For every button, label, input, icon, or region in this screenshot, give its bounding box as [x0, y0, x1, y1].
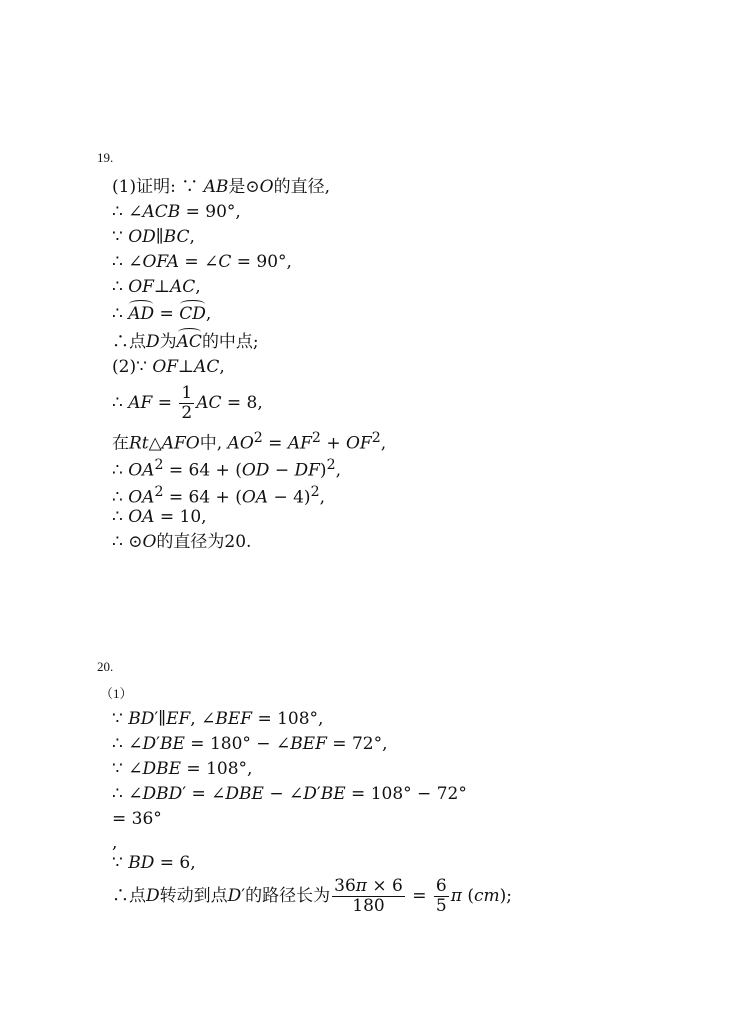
- q20-line-5: = 36°: [112, 809, 162, 829]
- q19-line-2: ∴ ∠ACB = 90°,: [112, 202, 241, 222]
- q20-line-1: ∵ BD′∥EF, ∠BEF = 108°,: [112, 709, 324, 729]
- q20-line-2: ∴ ∠D′BE = 180° − ∠BEF = 72°,: [112, 734, 388, 754]
- q19-line-10: 在Rt△AFO中, $AO^2 = AF^2 + OF^2$,: [112, 430, 387, 454]
- q19-line-6: ∴ AD = CD,: [112, 304, 212, 324]
- q19-line-5: ∴ OF⊥AC,: [112, 277, 201, 297]
- q20-line-6: ,: [112, 833, 118, 853]
- q19-line-7: ∴点D为AC的中点;: [112, 332, 259, 352]
- fraction-one-half: $\frac{1}{2}$: [181, 383, 193, 423]
- question-number-19: 19.: [97, 150, 114, 165]
- q20-line-7: ∵ BD = 6,: [112, 853, 196, 873]
- fraction-arc-length: $\frac{36\pi \times 6}{180}$: [334, 876, 403, 916]
- q19-line-14: ∴ ⊙O的直径为20.: [112, 532, 252, 552]
- q19-line-3: ∵ OD∥BC,: [112, 227, 195, 247]
- q19-line-1: (1)证明: ∵ AB是⊙O的直径,: [112, 177, 330, 197]
- fraction-six-fifths: $\frac{6}{5}$: [435, 876, 447, 916]
- q20-line-4: ∴ ∠DBD′ = ∠DBE − ∠D′BE = 108° − 72°: [112, 784, 467, 804]
- question-number-20: 20.: [97, 659, 114, 674]
- q20-line-3: ∵ ∠DBE = 108°,: [112, 759, 253, 779]
- q19-line-4: ∴ ∠OFA = ∠C = 90°,: [112, 252, 292, 272]
- q19-line-12: ∴ $OA^2 = 64 + (OA - 4)^2$,: [112, 484, 325, 508]
- q19-line-8: (2)∵ OF⊥AC,: [112, 357, 225, 377]
- q19-line-13: ∴ OA = 10,: [112, 507, 207, 527]
- q20-line-8: ∴点D转动到点D′的路径长为 $\frac{36\pi \times 6}{180}$ = $\frac{6}{5}$ π (cm);: [112, 876, 513, 916]
- q19-line-11: ∴ $OA^2 = 64 + (OD - DF)^2$,: [112, 457, 341, 481]
- q19-line-9: ∴ AF = $\frac{1}{2}$ AC = 8,: [112, 383, 263, 423]
- q20-part-label: （1）: [100, 686, 133, 701]
